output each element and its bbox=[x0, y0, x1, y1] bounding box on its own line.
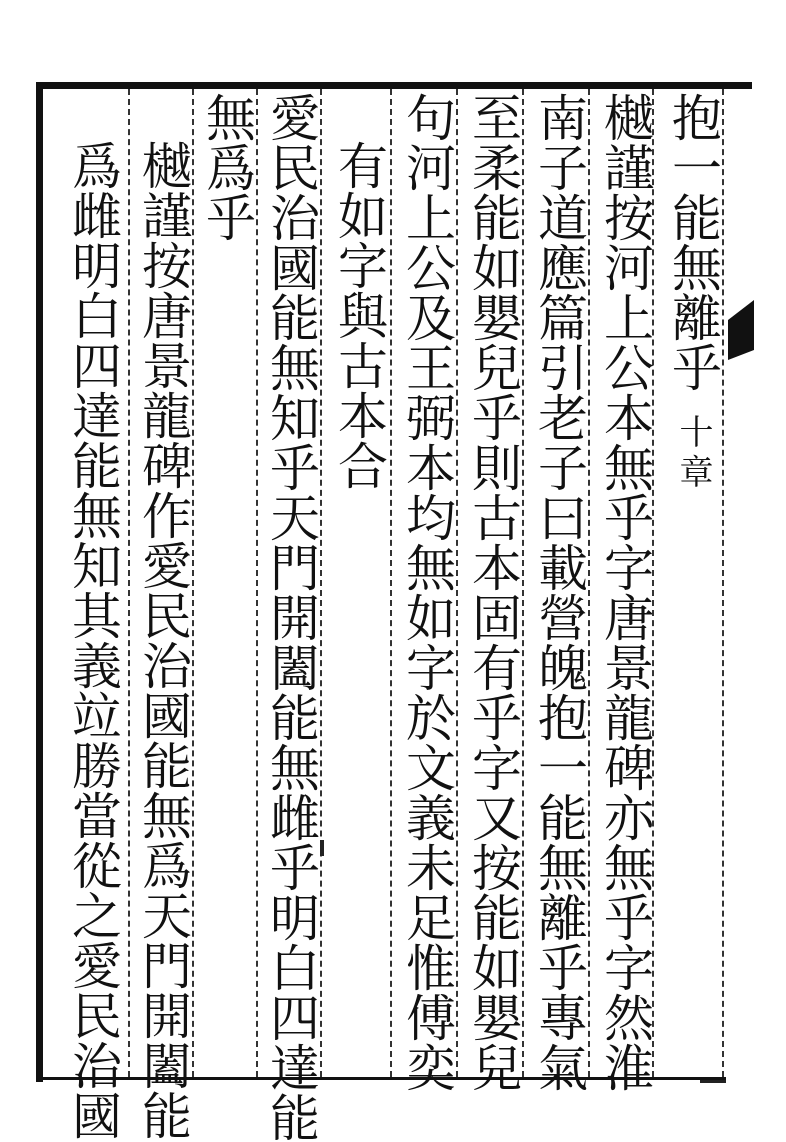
fishtail-mark bbox=[728, 300, 754, 370]
column-rule bbox=[128, 89, 130, 1077]
text-column-6: 有如字與古本合 bbox=[330, 140, 388, 490]
text-column-4: 至柔能如嬰兒乎則古本固有乎字又按能如嬰兒 bbox=[464, 92, 522, 1092]
text-column-9: 樾謹按唐景龍碑作愛民治國能無爲天門開闔能 bbox=[134, 140, 192, 1140]
chapter-heading: 抱一能無離乎 bbox=[664, 92, 722, 392]
text-column-5: 句河上公及王弼本均無如字於文義未足惟傅奕 bbox=[398, 92, 456, 1092]
ink-speck bbox=[320, 840, 324, 856]
quote-column-7: 愛民治國能無知乎天門開闔能無雌乎明白四達能 bbox=[262, 92, 320, 1142]
chapter-number: 十章 bbox=[673, 414, 713, 494]
quote-column-8: 無爲乎 bbox=[198, 92, 256, 242]
page-frame-left bbox=[36, 82, 43, 1082]
column-rule bbox=[390, 89, 392, 1077]
text-column-2: 樾謹按河上公本無乎字唐景龍碑亦無乎字然淮 bbox=[596, 92, 654, 1092]
ink-speck bbox=[700, 1080, 726, 1083]
page-frame-top bbox=[36, 82, 752, 89]
text-column-10: 爲雌明白四達能無知其義竝勝當從之愛民治國 bbox=[64, 140, 122, 1140]
chapter-heading-column bbox=[662, 92, 724, 494]
text-column-3: 南子道應篇引老子曰載營魄抱一能無離乎專氣 bbox=[530, 92, 588, 1092]
